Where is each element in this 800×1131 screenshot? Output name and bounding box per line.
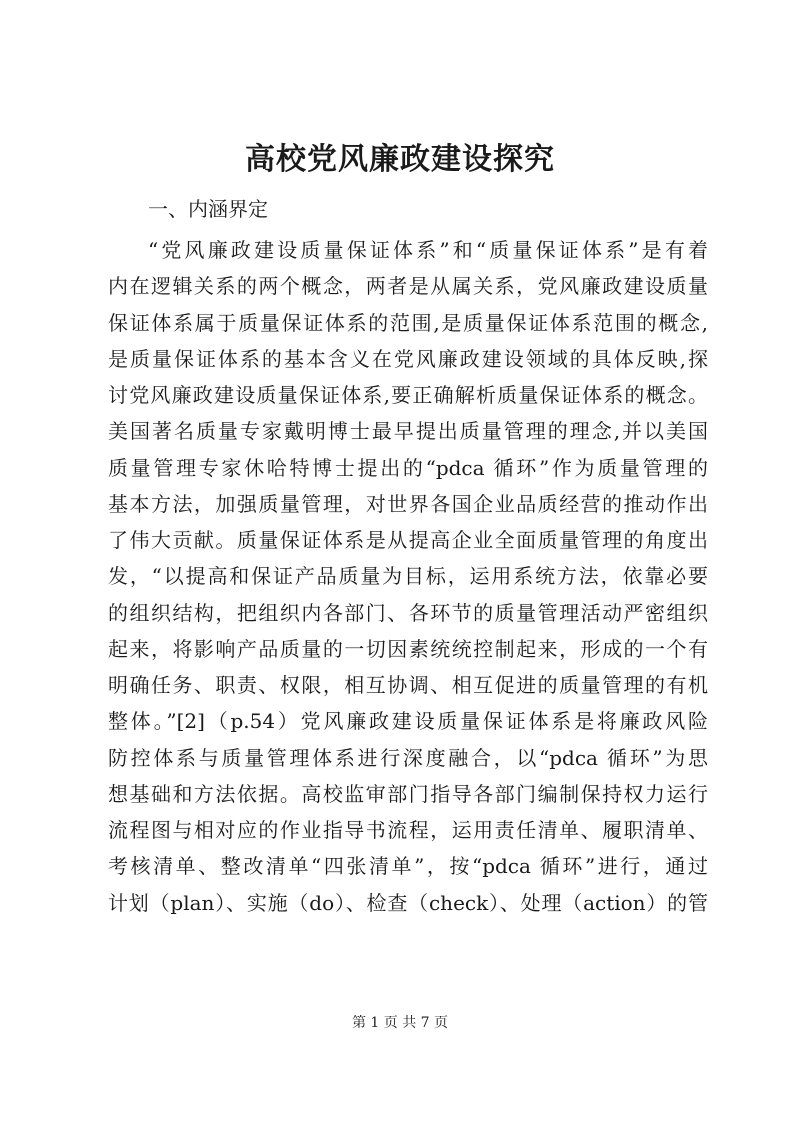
paragraph-line: 保证体系属于质量保证体系的范围,是质量保证体系范围的概念, — [108, 310, 708, 335]
paragraph-line: 计划（plan）、实施（do）、检查（check）、处理（action）的管 — [108, 890, 708, 915]
paragraph-line: “党风廉政建设质量保证体系”和“质量保证体系”是有着 — [148, 238, 708, 262]
paragraph-line: 的组织结构，把组织内各部门、各环节的质量管理活动严密组织 — [108, 600, 708, 625]
paragraph-line: 是质量保证体系的基本含义在党风廉政建设领域的具体反映,探 — [108, 346, 708, 371]
paragraph-line: 考核清单、整改清单“四张清单”，按“pdca 循环”进行，通过 — [108, 854, 708, 879]
paragraph-line: 内在逻辑关系的两个概念，两者是从属关系，党风廉政建设质量 — [108, 274, 708, 299]
paragraph-line: 讨党风廉政建设质量保证体系,要正确解析质量保证体系的概念。 — [108, 383, 708, 407]
paragraph-line: 流程图与相对应的作业指导书流程，运用责任清单、履职清单、 — [108, 818, 708, 842]
body-paragraph — [108, 232, 708, 921]
paragraph-line: 整体。”[2]（p.54）党风廉政建设质量保证体系是将廉政风险 — [108, 709, 708, 734]
document-title: 高校党风廉政建设探究 — [245, 142, 555, 177]
paragraph-line: 质量管理专家休哈特博士提出的“pdca 循环”作为质量管理的 — [108, 455, 708, 480]
paragraph-line: 美国著名质量专家戴明博士最早提出质量管理的理念,并以美国 — [108, 419, 708, 444]
paragraph-line: 发，“以提高和保证产品质量为目标，运用系统方法，依靠必要 — [108, 564, 708, 589]
paragraph-line: 明确任务、职责、权限，相互协调、相互促进的质量管理的有机 — [108, 673, 708, 697]
section-heading: 一、内涵界定 — [148, 197, 268, 221]
paragraph-line: 起来，将影响产品质量的一切因素统统控制起来，形成的一个有 — [108, 636, 708, 661]
paragraph-line: 防控体系与质量管理体系进行深度融合，以“pdca 循环”为思 — [108, 745, 708, 770]
page-number: 第 1 页 共 7 页 — [351, 1015, 449, 1031]
paragraph-line: 基本方法，加强质量管理，对世界各国企业品质经营的推动作出 — [108, 491, 708, 516]
paragraph-line: 了伟大贡献。质量保证体系是从提高企业全面质量管理的角度出 — [108, 528, 708, 552]
paragraph-line: 想基础和方法依据。高校监审部门指导各部门编制保持权力运行 — [108, 781, 708, 806]
